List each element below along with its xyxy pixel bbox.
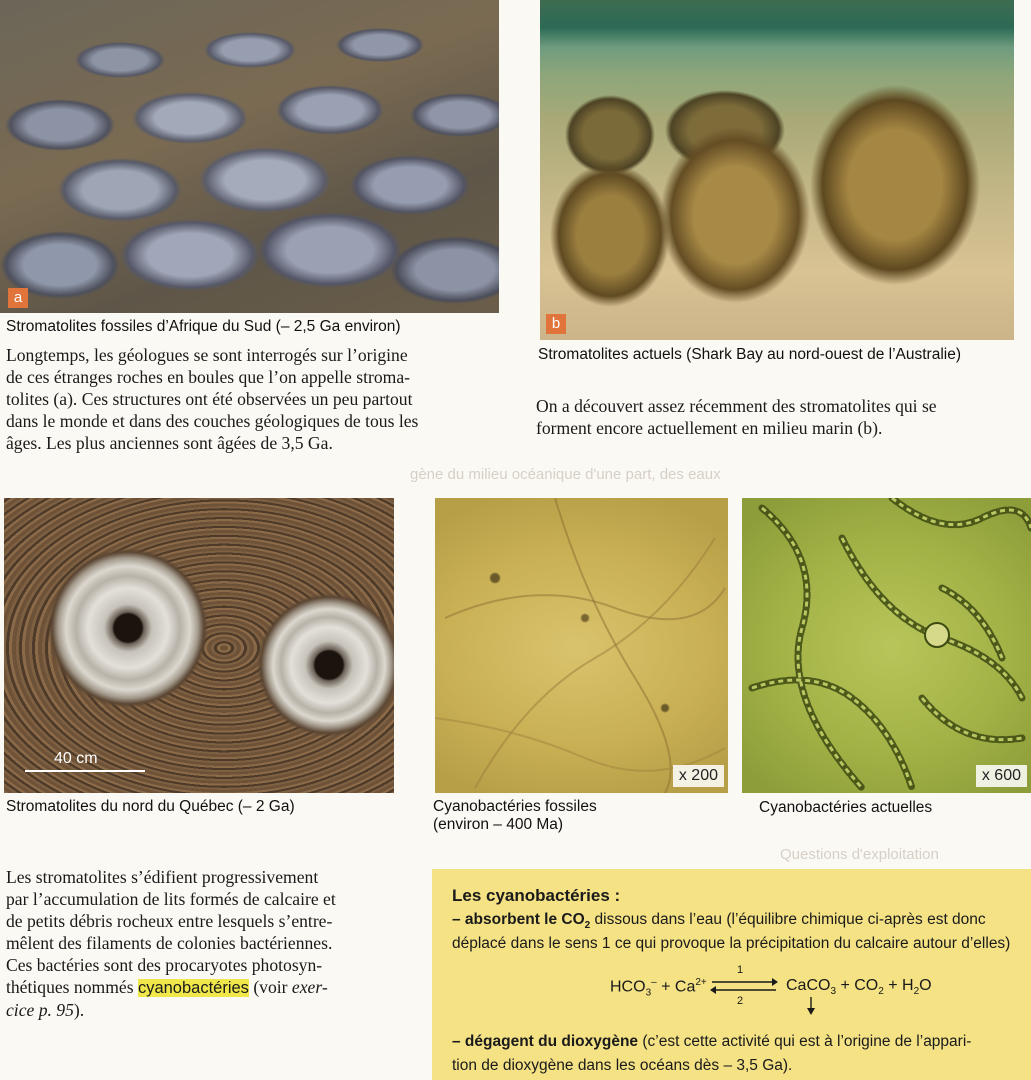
arrow-label-2: 2 <box>737 995 744 1007</box>
info-item-oxygen <box>452 1033 971 1051</box>
arrow-label-1: 1 <box>737 964 744 976</box>
photo-fossil-stromatolites-south-africa <box>0 0 499 313</box>
text-fragment: HCO <box>610 978 646 996</box>
text-fragment: – <box>651 977 657 988</box>
caption-photo-a: Stromatolites fossiles d’Afrique du Sud (– 2,5 Ga environ) <box>6 318 401 335</box>
text-fragment: 2 <box>584 920 591 932</box>
text-line: âges. Les plus anciennes sont âgées de 3,5 Ga. <box>6 433 333 453</box>
text-fragment: – absorbent le CO <box>452 911 585 928</box>
photo-fossil-cyanobacteria <box>435 498 728 793</box>
cyanobacteria-chains <box>742 498 1031 793</box>
text-fragment: exer- <box>291 977 328 997</box>
magnification-label: x 200 <box>673 765 724 787</box>
photo-stromatolites-quebec <box>4 498 394 793</box>
text-fragment: 2 <box>878 986 884 998</box>
equation-right <box>786 977 932 997</box>
text-fragment: O <box>919 977 932 994</box>
caption-line: (environ – 400 Ma) <box>433 816 564 833</box>
equilibrium-arrows <box>710 973 778 999</box>
text-line: Ces bactéries sont des procaryotes photosyn- <box>6 955 323 975</box>
text-fragment: 3 <box>830 986 837 998</box>
text-line: mêlent des filaments de colonies bactériennes. <box>6 933 333 953</box>
info-item-absorb <box>452 911 986 931</box>
paragraph-modern <box>536 395 1031 439</box>
text-line: tolites (a). Ces structures ont été observées un peu partout <box>6 389 413 409</box>
text-fragment: ). <box>73 1000 85 1020</box>
paragraph-intro <box>6 344 516 454</box>
caption-photo-d <box>433 798 597 834</box>
caption-photo-e: Cyanobactéries actuelles <box>759 799 933 816</box>
photo-letter-a: a <box>8 288 28 308</box>
info-item-absorb-line2: déplacé dans le sens 1 ce qui provoque la précipitation du calcaire autour d’elles) <box>452 935 1011 952</box>
paragraph-formation <box>6 866 416 1021</box>
info-box-title: Les cyanobactéries : <box>452 886 621 905</box>
text-fragment: – dégagent du dioxygène <box>452 1033 639 1050</box>
text-line: Longtemps, les géologues se sont interrogés sur l’origine <box>6 345 408 365</box>
photo-modern-cyanobacteria <box>742 498 1031 793</box>
text-fragment: + CO <box>836 977 879 994</box>
text-fragment: thétiques nommés <box>6 977 138 997</box>
text-line: de petits débris rocheux entre lesquels s’entre- <box>6 911 333 931</box>
equation-left <box>610 977 707 999</box>
show-through-text: Questions d'exploitation <box>780 846 939 863</box>
text-line: de ces étranges roches en boules que l’on appelle stroma- <box>6 367 411 387</box>
text-fragment: (c’est cette activité qui est à l’origine de l’appari- <box>638 1033 972 1050</box>
magnification-label: x 600 <box>976 765 1027 787</box>
text-line: dans le monde et dans des couches géologiques de tous les <box>6 411 419 431</box>
photo-modern-stromatolites-shark-bay <box>540 0 1014 340</box>
text-fragment: 3 <box>645 987 652 999</box>
text-fragment: (voir <box>248 977 292 997</box>
text-fragment: CaCO <box>786 977 831 994</box>
text-line: On a découvert assez récemment des stromatolites qui se <box>536 396 937 416</box>
text-line: forment encore actuellement en milieu marin (b). <box>536 418 883 438</box>
photo-letter-b: b <box>546 314 566 334</box>
info-box-cyanobacteria <box>432 869 1031 1080</box>
fossil-filaments <box>435 498 728 793</box>
caption-photo-c: Stromatolites du nord du Québec (– 2 Ga) <box>6 798 295 815</box>
scale-label: 40 cm <box>54 750 98 767</box>
info-item-oxygen-line2: tion de dioxygène dans les océans dès – 3,5 Ga). <box>452 1057 793 1074</box>
scale-bar <box>25 770 145 772</box>
text-fragment: dissous dans l’eau (l’équilibre chimique ci-après est donc <box>590 911 986 928</box>
text-fragment: 2 <box>913 986 920 998</box>
highlighted-term: cyanobactéries <box>137 979 249 997</box>
text-fragment: 2+ <box>695 977 707 988</box>
precipitate-arrow-icon <box>806 997 816 1015</box>
caption-line: Cyanobactéries fossiles <box>433 798 597 815</box>
show-through-text: gène du milieu océanique d'une part, des eaux <box>410 466 721 483</box>
text-fragment: + H <box>883 977 914 994</box>
text-line: Les stromatolites s’édifient progressivement <box>6 867 319 887</box>
text-line <box>6 999 416 1021</box>
text-fragment: cice p. 95 <box>6 1000 74 1020</box>
caption-photo-b: Stromatolites actuels (Shark Bay au nord-ouest de l’Australie) <box>538 346 962 363</box>
text-fragment: + Ca <box>656 978 696 996</box>
text-line <box>6 976 416 999</box>
text-line: par l’accumulation de lits formés de calcaire et <box>6 889 336 909</box>
